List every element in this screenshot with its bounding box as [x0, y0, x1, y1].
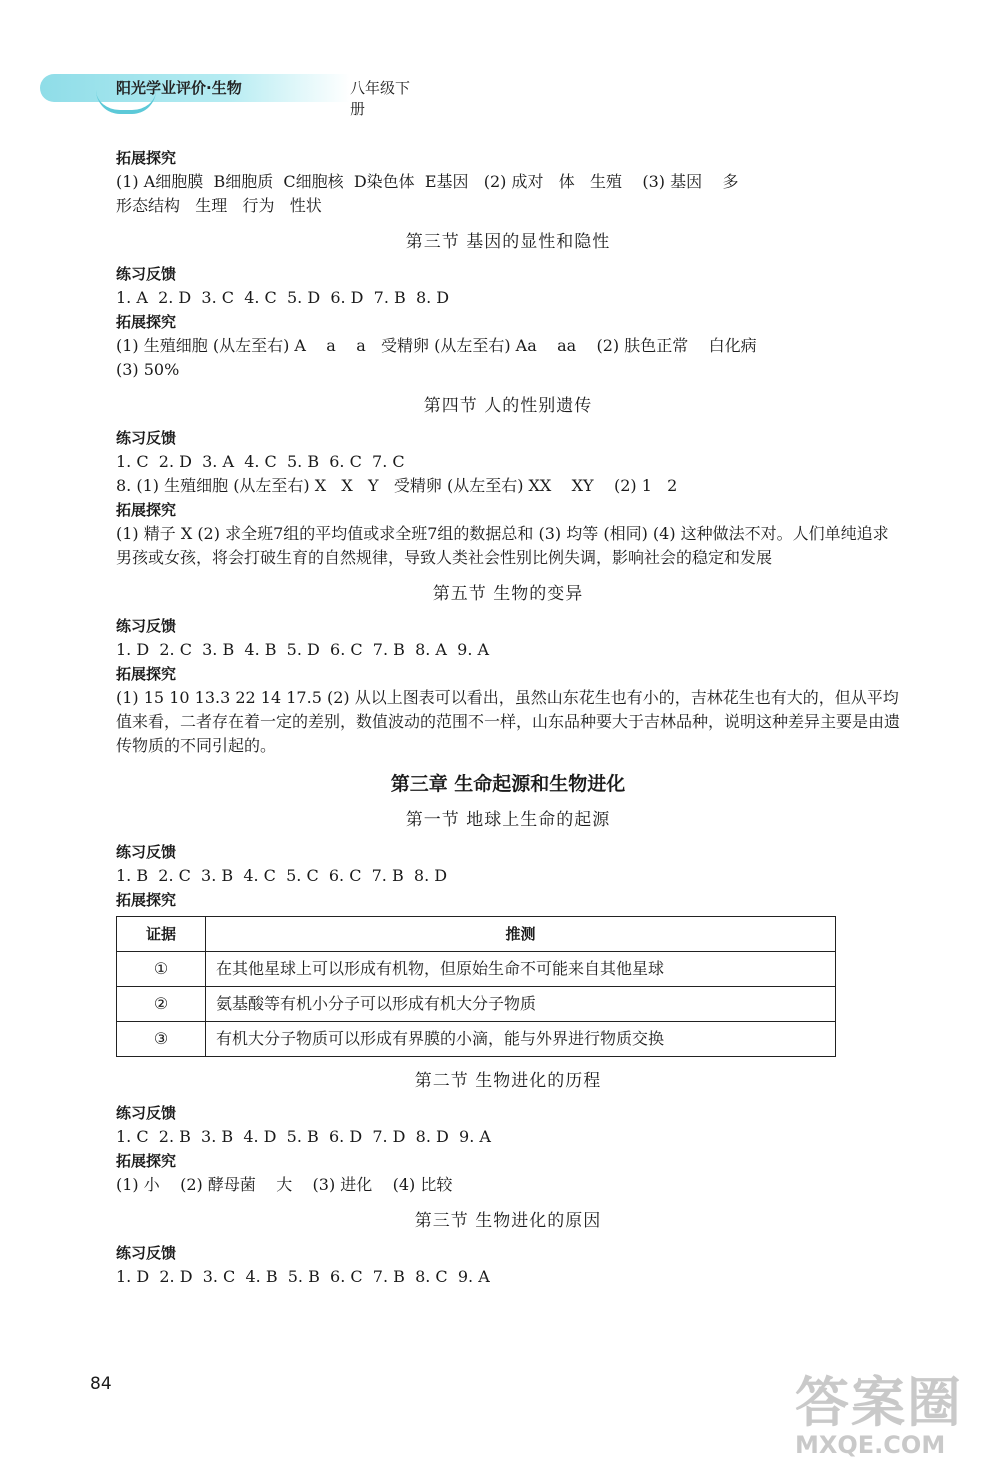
table-header-evidence: 证据 [117, 917, 206, 952]
answer-line: 1. B 2. C 3. B 4. C 5. C 6. C 7. B 8. D [116, 866, 448, 885]
section-title: 第二节 生物进化的历程 [414, 1071, 602, 1091]
practice-label: 练习反馈 [116, 429, 177, 447]
answer-line: (1) 小 (2) 酵母菌 大 (3) 进化 (4) 比较 [116, 1175, 453, 1194]
book-title: 阳光学业评价·生物 [116, 79, 242, 97]
explore-label: 拓展探究 [116, 665, 177, 683]
answer-paragraph: (1) 15 10 13.3 22 14 17.5 (2) 从以上图表可以看出，虽然山东花生也有小的，吉林花生也有大的，但从平均值来看，二者存在着一定的差别，数值波动的范围不一样，山东品种要大于吉林品种，说明这种差异主要是由遗传物质的不同引起的。 [116, 688, 901, 755]
answer-line: 1. D 2. D 3. C 4. B 5. B 6. C 7. B 8. C 9. A [116, 1267, 490, 1286]
watermark-url: MXQE.COM [795, 1431, 946, 1459]
answer-line: 1. C 2. B 3. B 4. D 5. B 6. D 7. D 8. D 9. A [116, 1127, 491, 1146]
answer-line: 形态结构 生理 行为 性状 [116, 196, 322, 215]
section-title: 第四节 人的性别遗传 [423, 396, 593, 416]
table-cell: 氨基酸等有机小分子可以形成有机大分子物质 [206, 987, 836, 1022]
explore-label: 拓展探究 [116, 149, 177, 167]
answer-line: 1. A 2. D 3. C 4. C 5. D 6. D 7. B 8. D [116, 288, 450, 307]
section-title: 第三节 生物进化的原因 [414, 1211, 602, 1231]
table-header-inference: 推测 [206, 917, 836, 952]
watermark [795, 1371, 995, 1465]
watermark-main: 答案圈 [795, 1371, 963, 1434]
table-cell: ③ [117, 1022, 206, 1057]
section-title: 第一节 地球上生命的起源 [405, 810, 611, 830]
explore-label: 拓展探究 [116, 1152, 177, 1170]
answer-line: 1. D 2. C 3. B 4. B 5. D 6. C 7. B 8. A 9. A [116, 640, 490, 659]
answer-line: (1) 生殖细胞 (从左至右) A a a 受精卵 (从左至右) Aa aa (2) 肤色正常 白化病 [116, 336, 757, 355]
answer-line: (3) 50% [116, 360, 180, 379]
practice-label: 练习反馈 [116, 617, 177, 635]
practice-label: 练习反馈 [116, 843, 177, 861]
practice-label: 练习反馈 [116, 1104, 177, 1122]
table-row [117, 1022, 836, 1057]
practice-label: 练习反馈 [116, 265, 177, 283]
practice-label: 练习反馈 [116, 1244, 177, 1262]
page-header [40, 70, 420, 118]
section-title: 第三节 基因的显性和隐性 [405, 232, 611, 252]
table-cell: 在其他星球上可以形成有机物，但原始生命不可能来自其他星球 [206, 952, 836, 987]
chapter-title: 第三章 生命起源和生物进化 [390, 773, 626, 795]
table-header-row [117, 917, 836, 952]
answer-content [116, 146, 900, 1289]
answer-paragraph: (1) 精子 X (2) 求全班7组的平均值或求全班7组的数据总和 (3) 均等 (相同) (4) 这种做法不对。人们单纯追求男孩或女孩，将会打破生育的自然规律，导致人类社会性别比例失调，影响社会的稳定和发展 [116, 524, 889, 567]
answer-line: 1. C 2. D 3. A 4. C 5. B 6. C 7. C [116, 452, 405, 471]
table-row [117, 952, 836, 987]
explore-label: 拓展探究 [116, 501, 177, 519]
table-cell: 有机大分子物质可以形成有界膜的小滴，能与外界进行物质交换 [206, 1022, 836, 1057]
table-row [117, 987, 836, 1022]
evidence-table [116, 916, 836, 1057]
page-number: 84 [90, 1374, 112, 1394]
answer-line: (1) A细胞膜 B细胞质 C细胞核 D染色体 E基因 (2) 成对 体 生殖 (3) 基因 多 [116, 172, 739, 191]
section-title: 第五节 生物的变异 [432, 584, 584, 604]
answer-line: 8. (1) 生殖细胞 (从左至右) X X Y 受精卵 (从左至右) XX XY (2) 1 2 [116, 476, 678, 495]
table-cell: ② [117, 987, 206, 1022]
explore-label: 拓展探究 [116, 891, 177, 909]
explore-label: 拓展探究 [116, 313, 177, 331]
grade-label: 八年级下册 [350, 79, 411, 118]
table-cell: ① [117, 952, 206, 987]
